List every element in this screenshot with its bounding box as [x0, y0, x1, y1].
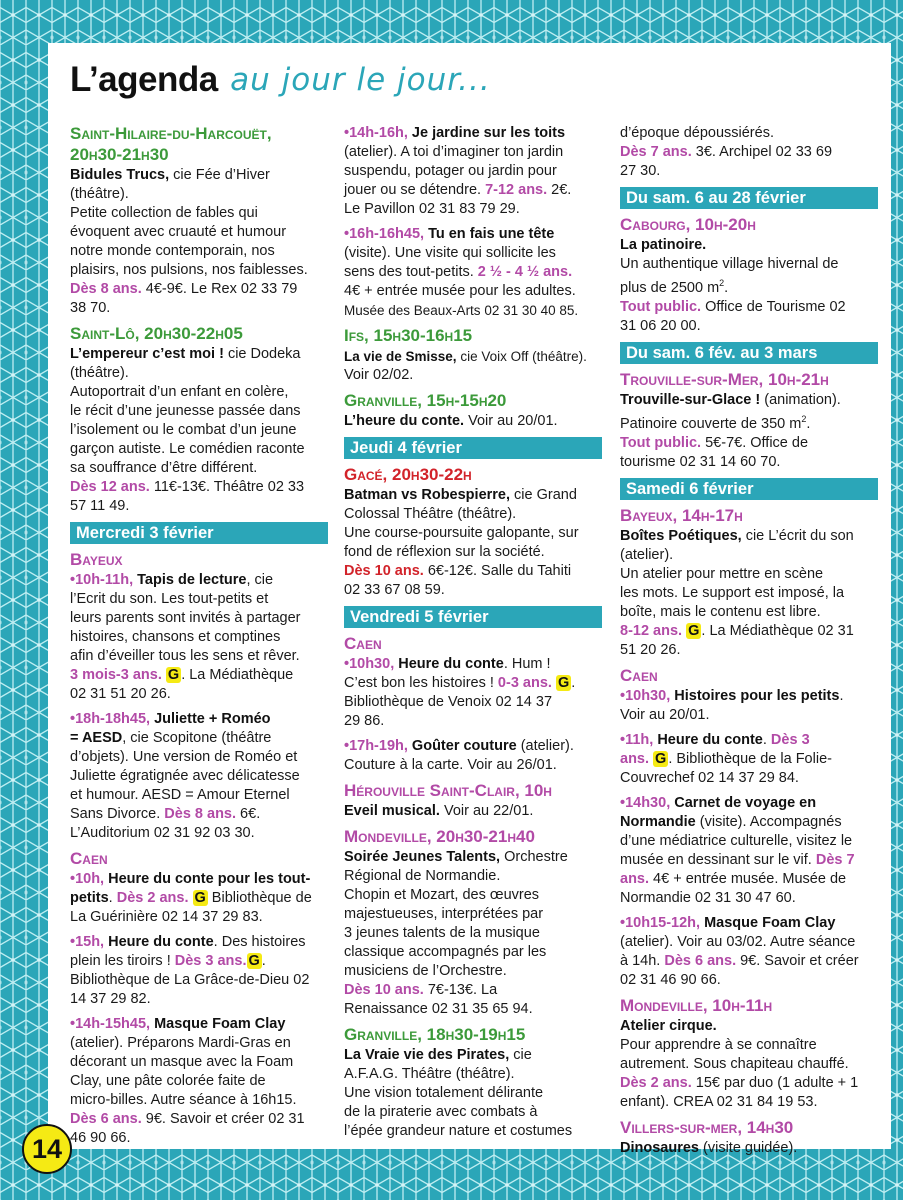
event-text: d’objets). Une version de Roméo et [70, 749, 298, 765]
event-city: Granville, 15h-15h20 [344, 391, 507, 410]
event-city: Caen [620, 665, 658, 685]
event-text: cie Voix Off (théâtre). [456, 349, 587, 364]
event-text: . [762, 731, 767, 748]
event-time: •11h, [620, 731, 654, 748]
event-text: sens des tout-petits. [344, 264, 474, 280]
event-text: micro-billes. Autre séance à 16h15. [70, 1092, 297, 1108]
event-info: 3€. Archipel 02 33 69 [691, 144, 833, 160]
event-text: boîte, mais le contenu est libre. [620, 603, 821, 620]
event-text: garçon autiste. Le comédien raconte [70, 441, 305, 457]
gratuit-badge: G [557, 675, 570, 691]
event-info: Office de Tourisme 02 [701, 298, 846, 315]
superscript: 2 [719, 278, 725, 288]
event-name: Tapis de lecture [133, 572, 247, 588]
event-info: 15€ par duo (1 adulte + 1 [691, 1074, 859, 1091]
event-info: . [261, 953, 266, 969]
event-item [620, 666, 878, 725]
event-item [70, 710, 328, 843]
event-info: 7€-13€. La [423, 982, 498, 998]
event-text: sa souffrance d’être différent. [70, 460, 258, 476]
event-text: Colossal Théâtre (théâtre). [344, 506, 517, 522]
event-text: Une course-poursuite galopante, sur [344, 525, 579, 541]
event-text: Petite collection de fables qui [70, 205, 258, 221]
gratuit-badge: G [248, 953, 260, 969]
event-name: L’empereur c’est moi ! [70, 346, 224, 362]
event-info: 9€. Savoir et créer 02 31 [141, 1111, 305, 1127]
event-time: •15h, [70, 934, 105, 950]
event-text: (atelier). Voir au 03/02. Autre séance [620, 933, 856, 950]
event-text: plaisirs, nos pulsions, nos faiblesses. [70, 262, 308, 278]
day-header: Du sam. 6 fév. au 3 mars [620, 342, 878, 364]
event-text: 51 20 26. [620, 641, 681, 658]
event-text: Bibliothèque de La Grâce-de-Dieu 02 [70, 972, 310, 988]
event-age: Dès 8 ans. [160, 806, 237, 822]
page-subtitle: au jour le jour... [230, 62, 491, 98]
event-info: 6€. [236, 806, 261, 822]
event-item [344, 225, 602, 320]
event-info: . Bibliothèque de la Folie- [668, 750, 832, 767]
event-item [70, 550, 328, 704]
event-text: 02 31 51 20 26. [70, 686, 171, 702]
event-age: Dès 8 ans. [70, 281, 142, 297]
event-time: •16h-16h45, [344, 226, 425, 242]
event-text: cie Dodeka [223, 346, 301, 362]
event-text: majestueuses, interprétées par [344, 906, 544, 922]
event-city: Granville, 18h30-19h15 [344, 1025, 526, 1044]
event-text: l’Ecrit du son. Les tout-petits et [70, 591, 269, 607]
event-item [620, 1118, 878, 1158]
event-text: Couture à la carte. Voir au 26/01. [344, 757, 557, 773]
event-time: •14h-16h, [344, 125, 408, 141]
event-info: 5€-7€. Office de [701, 434, 809, 451]
event-item [70, 1015, 328, 1148]
event-text: Sans Divorce. [70, 806, 161, 822]
event-name: Batman vs Robespierre, [344, 487, 511, 503]
event-age: Dès 3 ans. [170, 953, 247, 969]
event-text: le récit d’une jeunesse passée dans [70, 403, 301, 419]
event-item [344, 781, 602, 821]
event-text: autrement. Sous chapiteau chauffé. [620, 1055, 849, 1072]
event-text: . [724, 279, 729, 296]
superscript: 2 [801, 413, 807, 424]
event-text: leurs parents sont invités à partager [70, 610, 301, 626]
event-text: plus de 2500 m [620, 279, 720, 296]
event-city: Gacé, 20h30-22h [344, 465, 472, 484]
event-name: Boîtes Poétiques, [620, 527, 742, 544]
event-city: Hérouville Saint-Clair, 10h [344, 781, 552, 800]
event-text: Renaissance 02 31 35 65 94. [344, 1001, 533, 1017]
event-age: 2 ½ - 4 ½ ans. [473, 264, 573, 280]
event-text: cie Fée d’Hiver [169, 167, 270, 183]
event-city: Mondeville, 10h-11h [620, 995, 773, 1015]
page-header [70, 60, 491, 110]
day-header: Samedi 6 février [620, 478, 878, 500]
event-age: Dès 7 [811, 851, 855, 868]
event-city: Bayeux, 14h-17h [620, 505, 743, 525]
event-text: A.F.A.G. Théâtre (théâtre). [344, 1066, 515, 1082]
event-city: Caen [344, 634, 382, 653]
column-3 [620, 124, 878, 1164]
event-name: Tu en fais une tête [424, 226, 555, 242]
event-age: Tout public. [620, 434, 702, 451]
event-city: Bayeux [70, 550, 123, 569]
event-time: •10h30, [344, 656, 395, 672]
event-item [344, 634, 602, 731]
event-text: fond de réflexion sur la société. [344, 544, 545, 560]
event-text: (atelier). [516, 738, 574, 754]
event-age: Dès 10 ans. [344, 982, 424, 998]
event-text: (visite guidée). [698, 1139, 798, 1156]
event-text: à 14h. [620, 952, 661, 969]
gratuit-badge: G [167, 667, 180, 683]
event-text: musiciens de l’Orchestre. [344, 963, 507, 979]
event-text: Le Pavillon 02 31 83 79 29. [344, 201, 520, 217]
event-name: Heure du conte pour les tout- [104, 871, 311, 887]
column-1 [70, 124, 328, 1154]
event-text: C’est bon les histoires ! [344, 675, 494, 691]
event-age: 3 mois-3 ans. [70, 667, 162, 683]
event-name: Bidules Trucs, [70, 167, 170, 183]
event-age: 8-12 ans. [620, 622, 683, 639]
event-text: afin d’éveiller tous les sens et rêver. [70, 648, 300, 664]
event-text: La Guérinière 02 14 37 29 83. [70, 909, 263, 925]
event-age: Dès 3 [766, 731, 810, 748]
event-text: l’épée grandeur nature et costumes [344, 1123, 573, 1139]
event-text: enfant). CREA 02 31 84 19 53. [620, 1093, 818, 1110]
event-text: évoquent avec cruauté et humour [70, 224, 287, 240]
event-text: Musée des Beaux-Arts 02 31 30 40 85. [344, 303, 579, 318]
event-text: . [108, 890, 113, 906]
event-time: •18h-18h45, [70, 711, 151, 727]
event-time: •10h30, [620, 687, 671, 704]
event-item [70, 933, 328, 1009]
event-name: La Vraie vie des Pirates, [344, 1047, 510, 1063]
event-text: Orchestre [500, 849, 568, 865]
page-number: 14 [22, 1124, 72, 1174]
event-text: Une vision totalement délirante [344, 1085, 544, 1101]
event-name: petits [70, 890, 109, 906]
event-info: . La Médiathèque [181, 667, 294, 683]
event-item [344, 124, 602, 219]
event-text: décorant un masque avec la Foam [70, 1054, 294, 1070]
event-text: Voir 02/02. [344, 367, 414, 383]
event-city: Saint-Lô, 20h30-22h05 [70, 324, 243, 343]
event-text: (visite). Une visite qui sollicite les [344, 245, 556, 261]
event-name: Atelier cirque. [620, 1017, 717, 1034]
event-time: 20h30-21h30 [70, 145, 169, 164]
event-info: 11€-13€. Théâtre 02 33 [149, 479, 305, 495]
event-name: Eveil musical. [344, 803, 440, 819]
event-text: 57 11 49. [70, 498, 130, 514]
day-header: Vendredi 5 février [344, 606, 602, 628]
event-text: Voir au 20/01. [620, 706, 710, 723]
event-city: Saint-Hilaire-du-Harcouët, [70, 124, 272, 143]
event-text: histoires, chansons et comptines [70, 629, 281, 645]
event-name: Masque Foam Clay [150, 1016, 286, 1032]
day-header: Mercredi 3 février [70, 522, 328, 544]
event-info: . La Médiathèque 02 31 [701, 622, 854, 639]
event-name: Histoires pour les petits [670, 687, 840, 704]
event-text: Un authentique village hivernal de [620, 256, 839, 272]
event-item [620, 794, 878, 908]
event-text: classique accompagnés par les [344, 944, 547, 960]
event-age: Dès 2 ans. [112, 890, 189, 906]
event-text: Bibliothèque de Venoix 02 14 37 [344, 694, 553, 710]
event-time: •10h-11h, [70, 572, 134, 588]
event-text: . Hum ! [503, 656, 551, 672]
column-2 [344, 124, 602, 1147]
event-name: Heure du conte [394, 656, 504, 672]
event-city: Ifs, 15h30-16h15 [344, 326, 473, 345]
event-text: Autoportrait d’un enfant en colère, [70, 384, 289, 400]
event-name: La vie de Smisse, [344, 349, 457, 364]
event-text: , cie [246, 572, 274, 588]
event-info: 9€. Savoir et créer [736, 952, 859, 969]
event-time: •10h, [70, 871, 105, 887]
event-age: Tout public. [620, 298, 702, 315]
event-text: les mots. Le support est imposé, la [620, 584, 845, 601]
event-age: Dès 7 ans. [620, 144, 692, 160]
event-item [344, 391, 602, 431]
event-name: Normandie [620, 813, 696, 830]
event-item [344, 326, 602, 385]
event-text: 46 90 66. [70, 1130, 131, 1146]
event-text: Régional de Normandie. [344, 868, 501, 884]
event-item [620, 731, 878, 788]
page-title: L’agenda [70, 60, 218, 99]
event-text: 4€ + entrée musée pour les adultes. [344, 283, 576, 299]
event-text: Patinoire couverte de 350 m [620, 415, 802, 432]
event-info: 4€ + entrée musée. Musée de [649, 870, 847, 887]
event-text: notre monde contemporain, nos [70, 243, 275, 259]
event-text: cie [509, 1047, 532, 1063]
event-text: 02 31 46 90 66. [620, 971, 721, 988]
event-text: L’Auditorium 02 31 92 03 30. [70, 825, 255, 841]
gratuit-badge: G [194, 890, 206, 906]
event-name: Heure du conte [653, 731, 763, 748]
event-text: tourisme 02 31 14 60 70. [620, 453, 781, 470]
event-age: Dès 6 ans. [660, 952, 737, 969]
event-name: La patinoire. [620, 237, 707, 253]
event-item [70, 324, 328, 516]
event-text: 29 86. [344, 713, 385, 729]
event-age: Dès 6 ans. [70, 1111, 142, 1127]
event-name: Goûter couture [407, 738, 517, 754]
event-name: = AESD [70, 730, 123, 746]
event-item [620, 124, 878, 181]
event-text: jouer ou se détendre. [344, 182, 482, 198]
event-time: •10h15-12h, [620, 914, 701, 931]
event-info: 2€. [547, 182, 572, 198]
event-item [344, 465, 602, 600]
event-text: . [839, 687, 844, 704]
event-text: (théâtre). [70, 186, 129, 202]
event-name: L’heure du conte. [344, 413, 465, 429]
event-info: 6€-12€. Salle du Tahiti [423, 563, 572, 579]
event-name: Juliette + Roméo [150, 711, 271, 727]
event-age: 0-3 ans. [493, 675, 552, 691]
event-text: plein les tiroirs ! [70, 953, 171, 969]
event-text: Voir au 22/01. [439, 803, 534, 819]
event-city: Caen [70, 849, 108, 868]
event-text: , cie Scopitone (théâtre [122, 730, 272, 746]
event-item [620, 506, 878, 660]
event-name: Carnet de voyage en [670, 794, 817, 811]
event-age: ans. [620, 750, 650, 767]
gratuit-badge: G [655, 750, 667, 767]
event-info: . [571, 675, 576, 691]
event-text: d’époque dépoussiérés. [620, 125, 774, 141]
event-item [344, 827, 602, 1019]
event-text: cie L’écrit du son [741, 527, 854, 544]
event-text: Clay, une pâte colorée faite de [70, 1073, 266, 1089]
event-text: suspendu, potager ou jardin pour [344, 163, 557, 179]
event-text: de la piraterie avec combats à [344, 1104, 538, 1120]
event-text: (animation). [760, 391, 841, 408]
event-time: •17h-19h, [344, 738, 408, 754]
event-item [620, 215, 878, 336]
event-text: musée en dessinant sur le vif. [620, 851, 812, 868]
event-age: ans. [620, 870, 650, 887]
event-time: •14h-15h45, [70, 1016, 151, 1032]
event-name: Soirée Jeunes Talents, [344, 849, 501, 865]
event-text: cie Grand [510, 487, 577, 503]
event-text: Pour apprendre à se connaître [620, 1036, 817, 1053]
day-header: Jeudi 4 février [344, 437, 602, 459]
event-text: Voir au 20/01. [464, 413, 558, 429]
event-text: Chopin et Mozart, des œuvres [344, 887, 540, 903]
event-text: (atelier). Préparons Mardi-Gras en [70, 1035, 291, 1051]
event-item [70, 124, 328, 318]
event-text: et humour. AESD = Amour Eternel [70, 787, 290, 803]
event-info: Bibliothèque de [207, 890, 312, 906]
event-text: (théâtre). [70, 365, 129, 381]
event-text: (atelier). A toi d’imaginer ton jardin [344, 144, 564, 160]
event-name: Trouville-sur-Glace ! [620, 391, 761, 408]
event-text: 27 30. [620, 163, 661, 179]
event-text: Un atelier pour mettre en scène [620, 565, 824, 582]
event-item [344, 737, 602, 775]
event-age: Dès 10 ans. [344, 563, 424, 579]
event-name: Dinosaures [620, 1139, 699, 1156]
event-text: d’une médiatrice culturelle, visitez le [620, 832, 853, 849]
event-age: 7-12 ans. [481, 182, 548, 198]
day-header: Du sam. 6 au 28 février [620, 187, 878, 209]
event-item [620, 370, 878, 472]
event-text: 38 70. [70, 300, 111, 316]
event-age: Dès 12 ans. [70, 479, 150, 495]
event-info: 4€-9€. Le Rex 02 33 79 [141, 281, 298, 297]
event-text: l’isolement ou le combat d’un jeune [70, 422, 297, 438]
event-text: . [806, 415, 811, 432]
event-city: Mondeville, 20h30-21h40 [344, 827, 535, 846]
event-time: •14h30, [620, 794, 671, 811]
event-text: . Des histoires [213, 934, 306, 950]
event-text: 14 37 29 82. [70, 991, 151, 1007]
event-item [70, 849, 328, 927]
event-city: Villers-sur-mer, 14h30 [620, 1117, 794, 1137]
event-age: Dès 2 ans. [620, 1074, 692, 1091]
gratuit-badge: G [688, 622, 700, 639]
event-text: (visite). Accompagnés [695, 813, 842, 830]
event-name: Masque Foam Clay [700, 914, 836, 931]
event-text: Couvrechef 02 14 37 29 84. [620, 769, 799, 786]
event-item [620, 914, 878, 990]
event-city: Cabourg, 10h-20h [620, 215, 756, 234]
event-text: 31 06 20 00. [620, 317, 701, 334]
event-text: 3 jeunes talents de la musique [344, 925, 540, 941]
event-item [344, 1025, 602, 1141]
event-text: 02 33 67 08 59. [344, 582, 445, 598]
event-item [620, 996, 878, 1112]
event-text: (atelier). [620, 546, 674, 563]
event-text: Normandie 02 31 30 47 60. [620, 889, 796, 906]
event-name: Heure du conte [104, 934, 214, 950]
event-city: Trouville-sur-Mer, 10h-21h [620, 369, 829, 389]
event-text: Juliette égratignée avec délicatesse [70, 768, 300, 784]
event-name: Je jardine sur les toits [407, 125, 566, 141]
